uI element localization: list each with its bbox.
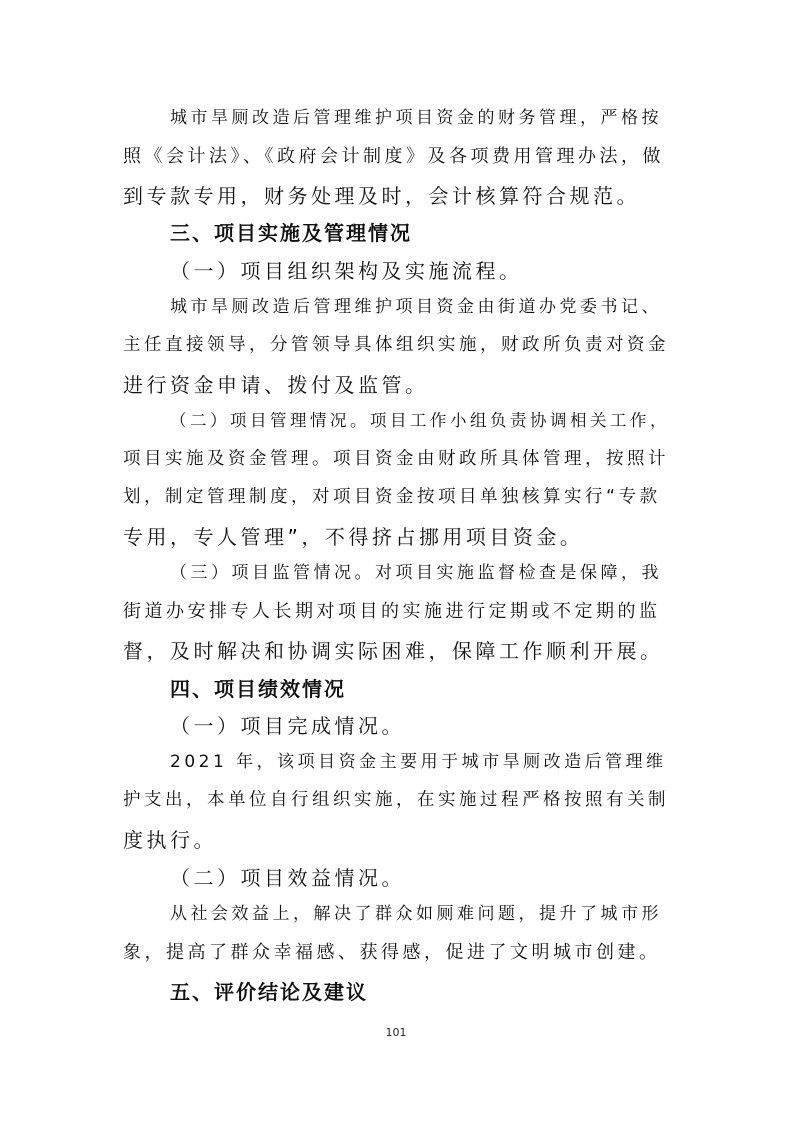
section-heading: 五、评价结论及建议 (170, 980, 368, 1004)
subsection-heading: （二）项目效益情况。 (170, 866, 405, 890)
paragraph-line: 进行资金申请、拨付及监管。 (123, 373, 429, 397)
page-number: 101 (385, 1026, 407, 1039)
paragraph-line: 专用，专人管理”，不得挤占挪用项目资金。 (123, 525, 584, 549)
paragraph-line: 城市旱厕改造后管理维护项目资金的财务管理，严格按 (170, 108, 662, 128)
subsection-heading: （一）项目组织架构及实施流程。 (170, 259, 523, 283)
paragraph-line: 到专款专用，财务处理及时，会计核算符合规范。 (123, 184, 640, 208)
paragraph-line: 2021 年，该项目资金主要用于城市旱厕改造后管理维 (170, 752, 667, 772)
section-heading: 四、项目绩效情况 (170, 677, 346, 701)
subsection-heading: （一）项目完成情况。 (170, 714, 405, 738)
paragraph-line: 象，提高了群众幸福感、获得感，促进了文明城市创建。 (123, 942, 661, 963)
paragraph-line: 度执行。 (123, 828, 217, 852)
paragraph-line: （三）项目监管情况。对项目实施监督检查是保障，我 (170, 563, 662, 583)
paragraph-line: （二）项目管理情况。项目工作小组负责协调相关工作， (170, 411, 670, 430)
paragraph-line: 督，及时解决和协调实际困难，保障工作顺利开展。 (123, 639, 664, 663)
paragraph-line: 从社会效益上，解决了群众如厕难问题，提升了城市形 (170, 904, 662, 924)
section-heading: 三、项目实施及管理情况 (170, 221, 412, 245)
paragraph-line: 划，制定管理制度，对项目资金按项目单独核算实行“专款 (123, 487, 661, 507)
paragraph-line: 照《会计法》、《政府会计制度》及各项费用管理办法，做 (123, 146, 664, 167)
paragraph-line: 项目实施及资金管理。项目资金由财政所具体管理，按照计 (123, 449, 669, 469)
paragraph-line: 主任直接领导，分管领导具体组织实施，财政所负责对资金 (123, 335, 669, 355)
paragraph-line: 城市旱厕改造后管理维护项目资金由街道办党委书记、 (170, 297, 662, 317)
paragraph-line: 护支出，本单位自行组织实施，在实施过程严格按照有关制 (123, 790, 669, 810)
paragraph-line: 街道办安排专人长期对项目的实施进行定期或不定期的监 (123, 601, 661, 622)
